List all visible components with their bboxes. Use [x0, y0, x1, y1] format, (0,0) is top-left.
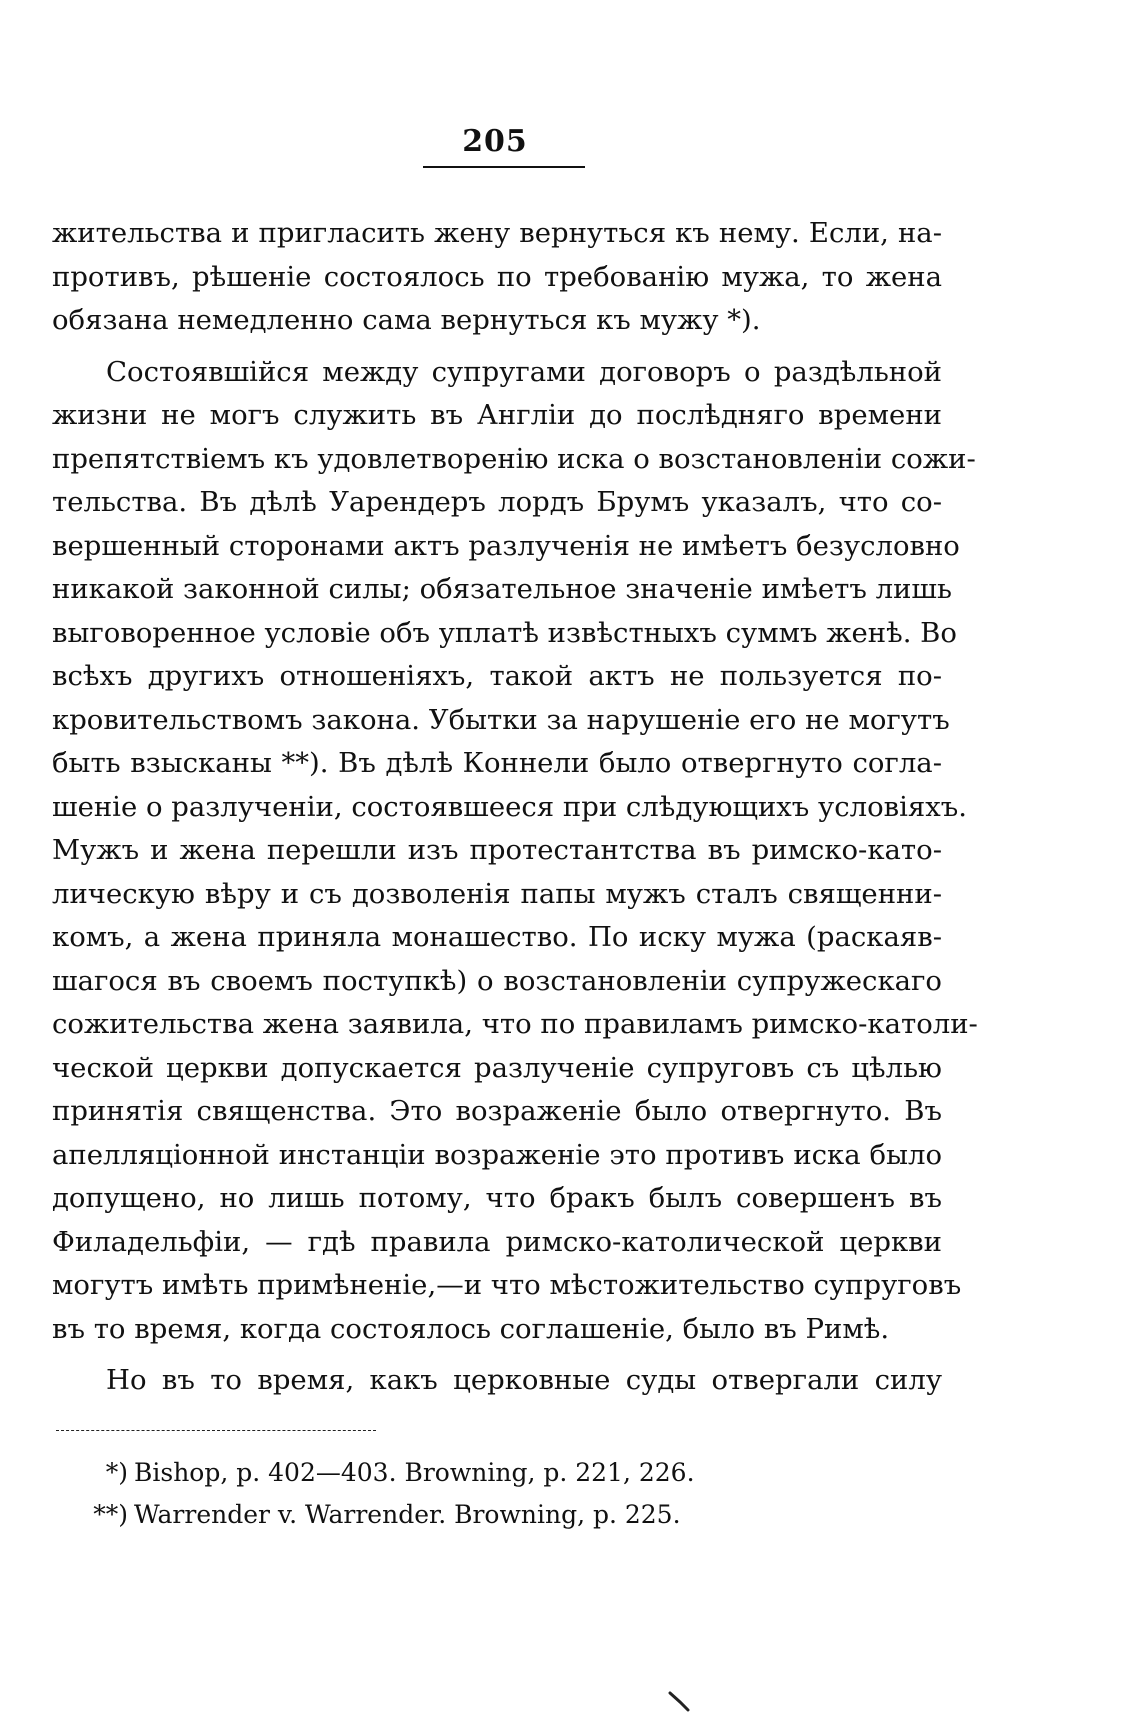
paragraph-1 [52, 212, 942, 343]
footnotes [90, 1452, 910, 1536]
footnote-text: Warrender v. Warrender. Browning, p. 225. [134, 1500, 681, 1529]
text-line: никакой законной силы; обязательное значеніе имѣетъ лишь [52, 573, 952, 605]
text-line: всѣхъ другихъ отношеніяхъ, такой актъ не пользуется по- [52, 660, 942, 692]
text-line: сожительства жена заявила, что по правиламъ римско-католи- [52, 1008, 978, 1040]
text-line: комъ, а жена приняла монашество. По иску мужа (раскаяв- [52, 921, 942, 953]
text-line: жизни не могъ служить въ Англіи до послѣдняго времени [52, 399, 942, 431]
text-line: выговоренное условіе объ уплатѣ извѣстныхъ суммъ женѣ. Во [52, 616, 957, 649]
text-line: шеніе о разлученіи, состоявшееся при слѣдующихъ условіяхъ. [52, 790, 968, 823]
paragraph-2 [52, 351, 978, 1352]
footnote-2 [90, 1494, 910, 1536]
footnote-text: Bishop, p. 402—403. Browning, p. 221, 226. [134, 1458, 695, 1487]
text-line: принятія священства. Это возраженіе было отвергнуто. Въ [52, 1095, 942, 1127]
text-line: жительства и пригласить жену вернуться къ нему. Если, на- [52, 217, 942, 249]
text-line: препятствіемъ къ удовлетворенію иска о возстановленіи сожи- [52, 442, 976, 475]
ink-speck [668, 1690, 690, 1712]
text-line: тельства. Въ дѣлѣ Уарендеръ лордъ Брумъ указалъ, что со- [52, 486, 942, 518]
footnote-mark: **) [93, 1500, 128, 1529]
page-number: 205 [462, 124, 528, 159]
text-line: обязана немедленно сама вернуться къ мужу *). [52, 304, 761, 336]
paragraph-3 [52, 1359, 942, 1403]
text-line: лическую вѣру и съ дозволенія папы мужъ сталъ священни- [52, 877, 942, 910]
footnote-mark: *) [105, 1458, 128, 1487]
text-line: допущено, но лишь потому, что бракъ былъ совершенъ въ [52, 1182, 942, 1214]
text-line: Мужъ и жена перешли изъ протестантства въ римско-като- [52, 834, 942, 866]
text-line: шагося въ своемъ поступкѣ) о возстановленіи супружескаго [52, 964, 942, 997]
text-line: Филадельфіи, — гдѣ правила римско-католической церкви [52, 1225, 942, 1258]
text-line: въ то время, когда состоялось соглашеніе, было въ Римѣ. [52, 1312, 890, 1345]
text-line: кровительствомъ закона. Убытки за нарушеніе его не могутъ [52, 703, 950, 736]
text-line: Состоявшійся между супругами договоръ о раздѣльной [106, 355, 942, 388]
text-line: ческой церкви допускается разлученіе супруговъ съ цѣлью [52, 1051, 942, 1084]
text-line: вершенный сторонами актъ разлученія не имѣетъ безусловно [52, 529, 960, 562]
text-line: апелляціонной инстанціи возраженіе это противъ иска было [52, 1138, 942, 1171]
page-number-rule [423, 166, 585, 168]
main-text [52, 212, 978, 1403]
text-line: быть взысканы **). Въ дѣлѣ Коннели было отвергнуто согла- [52, 747, 942, 779]
footnote-separator [56, 1430, 376, 1431]
footnote-1 [90, 1452, 910, 1494]
text-line: могутъ имѣть примѣненіе,—и что мѣстожительство супруговъ [52, 1269, 962, 1301]
text-line: противъ, рѣшеніе состоялось по требованію мужа, то жена [52, 260, 942, 293]
text-line: Но въ то время, какъ церковные суды отвергали силу [106, 1364, 942, 1396]
